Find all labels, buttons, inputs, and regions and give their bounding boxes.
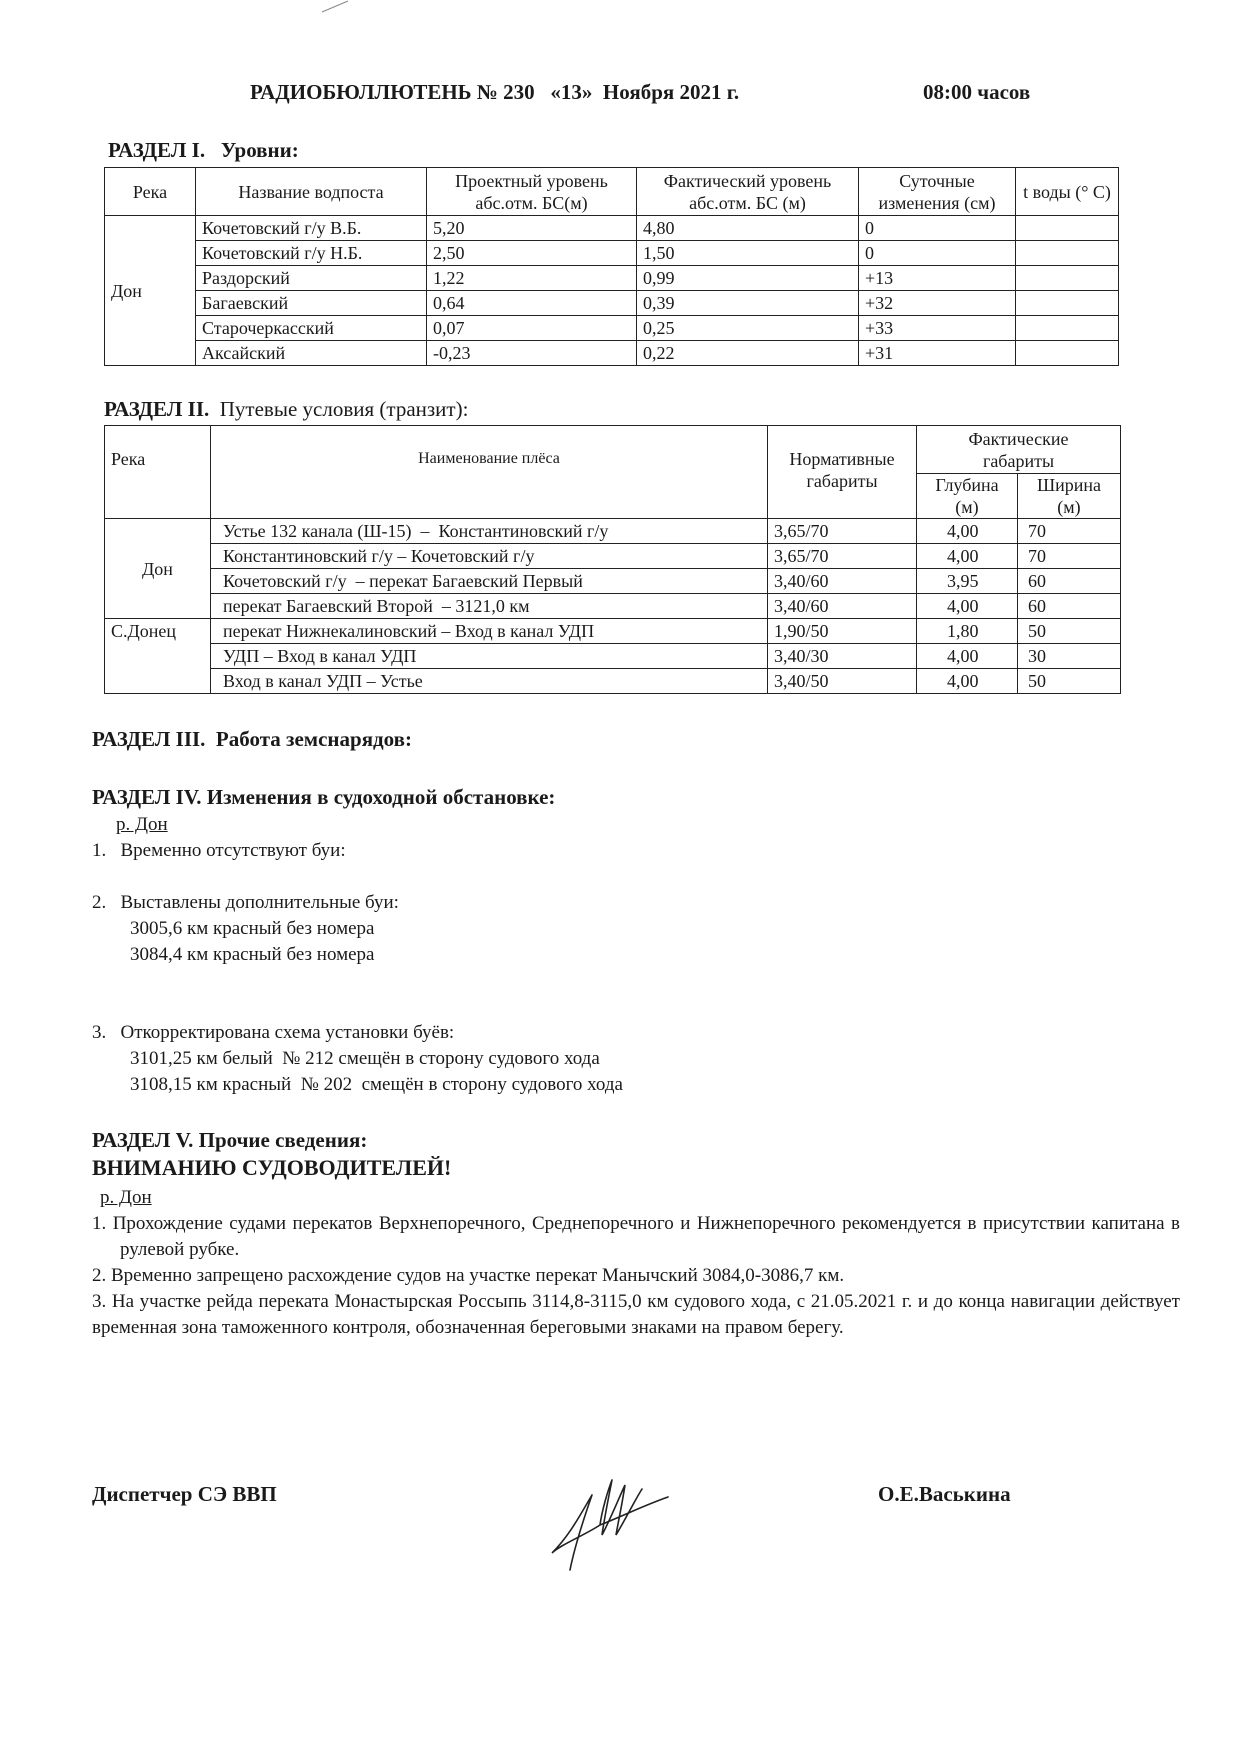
temp-cell <box>1016 266 1119 291</box>
reach-cell: перекат Нижнекалиновский – Вход в канал УДП <box>211 619 768 644</box>
section1-title: РАЗДЕЛ I. Уровни: <box>108 138 299 162</box>
levels-header-row <box>105 168 1119 216</box>
temp-cell <box>1016 291 1119 316</box>
actual-cell: 0,22 <box>637 341 859 366</box>
design-cell: 2,50 <box>427 241 637 266</box>
section5-title: РАЗДЕЛ V. Прочие сведения: <box>92 1128 368 1152</box>
col-width: Ширина (м) <box>1018 474 1121 519</box>
list-item: 1. Временно отсутствуют буи: <box>92 840 346 861</box>
col-water-temp: t воды (° С) <box>1016 168 1119 216</box>
table-row <box>105 544 1121 569</box>
dispatcher-name: О.Е.Васькина <box>878 1482 1011 1506</box>
section2-title: РАЗДЕЛ II. Путевые условия (транзит): <box>104 397 469 421</box>
change-cell: 0 <box>859 241 1016 266</box>
post-cell: Кочетовский г/у Н.Б. <box>196 241 427 266</box>
transit-table <box>104 425 1121 694</box>
list-item: 3. Откорректирована схема установки буёв: <box>92 1022 455 1043</box>
post-cell: Багаевский <box>196 291 427 316</box>
list-item: 2. Выставлены дополнительные буи: <box>92 892 399 913</box>
table-row <box>105 644 1121 669</box>
col-daily-change: Суточные изменения (см) <box>859 168 1016 216</box>
post-cell: Аксайский <box>196 341 427 366</box>
col-post: Название водпоста <box>196 168 427 216</box>
change-cell: +31 <box>859 341 1016 366</box>
river-cell: Дон <box>105 519 211 619</box>
reach-cell: Устье 132 канала (Ш-15) – Константиновский г/у <box>211 519 768 544</box>
actual-cell: 4,80 <box>637 216 859 241</box>
temp-cell <box>1016 341 1119 366</box>
col-norm: Нормативные габариты <box>768 426 917 519</box>
note-item: 2. Временно запрещено расхождение судов на участке перекат Манычский 3084,0-3086,7 км. <box>92 1265 845 1286</box>
depth-cell: 3,95 <box>917 569 1018 594</box>
transit-header-row <box>105 426 1121 474</box>
scan-mark <box>320 0 350 14</box>
section5-notes <box>92 1185 1180 1341</box>
river-cell: С.Донец <box>105 619 211 694</box>
col-depth: Глубина (м) <box>917 474 1018 519</box>
table-row <box>105 291 1119 316</box>
table-row <box>105 519 1121 544</box>
table-row <box>105 241 1119 266</box>
design-cell: 0,64 <box>427 291 637 316</box>
width-cell: 30 <box>1018 644 1121 669</box>
dispatcher-label: Диспетчер СЭ ВВП <box>92 1482 277 1506</box>
reach-cell: Вход в канал УДП – Устье <box>211 669 768 694</box>
post-cell: Кочетовский г/у В.Б. <box>196 216 427 241</box>
list-item-line: 3101,25 км белый № 212 смещён в сторону судового хода <box>130 1048 600 1069</box>
change-cell: +32 <box>859 291 1016 316</box>
depth-cell: 4,00 <box>917 594 1018 619</box>
list-item-line: 3005,6 км красный без номера <box>130 918 375 939</box>
table-row <box>105 266 1119 291</box>
bulletin-time: 08:00 часов <box>923 80 1031 104</box>
change-cell: 0 <box>859 216 1016 241</box>
norm-cell: 3,40/60 <box>768 594 917 619</box>
design-cell: 5,20 <box>427 216 637 241</box>
section4-title: РАЗДЕЛ IV. Изменения в судоходной обстановке: <box>92 785 556 809</box>
post-cell: Старочеркасский <box>196 316 427 341</box>
norm-cell: 3,40/30 <box>768 644 917 669</box>
width-cell: 60 <box>1018 594 1121 619</box>
depth-cell: 1,80 <box>917 619 1018 644</box>
design-cell: 1,22 <box>427 266 637 291</box>
col-actual-dims: Фактические габариты <box>917 426 1121 474</box>
depth-cell: 4,00 <box>917 644 1018 669</box>
col-river: Река <box>105 426 211 519</box>
table-row <box>105 594 1121 619</box>
actual-cell: 0,25 <box>637 316 859 341</box>
river-label: р. Дон <box>116 814 168 835</box>
norm-cell: 3,40/60 <box>768 569 917 594</box>
temp-cell <box>1016 241 1119 266</box>
width-cell: 70 <box>1018 519 1121 544</box>
note-item: 1. Прохождение судами перекатов Верхнепоречного, Среднепоречного и Нижнепоречного рекомендуется в присутствии капитана в рулевой рубке. <box>92 1213 1180 1260</box>
post-cell: Раздорский <box>196 266 427 291</box>
change-cell: +13 <box>859 266 1016 291</box>
river-label: р. Дон <box>100 1187 152 1208</box>
section3-title: РАЗДЕЛ III. Работа земснарядов: <box>92 727 412 751</box>
reach-cell: перекат Багаевский Второй – 3121,0 км <box>211 594 768 619</box>
bulletin-title: РАДИОБЮЛЛЮТЕНЬ № 230 «13» Ноября 2021 г. <box>250 80 740 104</box>
width-cell: 50 <box>1018 619 1121 644</box>
table-row <box>105 316 1119 341</box>
temp-cell <box>1016 316 1119 341</box>
table-row <box>105 216 1119 241</box>
col-river: Река <box>105 168 196 216</box>
reach-cell: Константиновский г/у – Кочетовский г/у <box>211 544 768 569</box>
table-row <box>105 569 1121 594</box>
width-cell: 50 <box>1018 669 1121 694</box>
width-cell: 70 <box>1018 544 1121 569</box>
design-cell: 0,07 <box>427 316 637 341</box>
depth-cell: 4,00 <box>917 519 1018 544</box>
reach-cell: Кочетовский г/у – перекат Багаевский Первый <box>211 569 768 594</box>
list-item-line: 3084,4 км красный без номера <box>130 944 375 965</box>
norm-cell: 3,65/70 <box>768 519 917 544</box>
actual-cell: 0,39 <box>637 291 859 316</box>
river-cell: Дон <box>105 216 196 366</box>
table-row <box>105 669 1121 694</box>
actual-cell: 1,50 <box>637 241 859 266</box>
temp-cell <box>1016 216 1119 241</box>
norm-cell: 3,65/70 <box>768 544 917 569</box>
depth-cell: 4,00 <box>917 544 1018 569</box>
design-cell: -0,23 <box>427 341 637 366</box>
bulletin-header <box>250 80 1060 105</box>
attention-heading: ВНИМАНИЮ СУДОВОДИТЕЛЕЙ! <box>92 1155 452 1180</box>
col-reach: Наименование плёса <box>211 426 768 519</box>
col-actual-level: Фактический уровень абс.отм. БС (м) <box>637 168 859 216</box>
signature-icon <box>530 1475 670 1575</box>
col-design-level: Проектный уровень абс.отм. БС(м) <box>427 168 637 216</box>
section4-body <box>92 812 623 1098</box>
reach-cell: УДП – Вход в канал УДП <box>211 644 768 669</box>
actual-cell: 0,99 <box>637 266 859 291</box>
list-item-line: 3108,15 км красный № 202 смещён в сторону судового хода <box>130 1074 623 1095</box>
table-row <box>105 341 1119 366</box>
norm-cell: 1,90/50 <box>768 619 917 644</box>
change-cell: +33 <box>859 316 1016 341</box>
table-row <box>105 619 1121 644</box>
norm-cell: 3,40/50 <box>768 669 917 694</box>
levels-table <box>104 167 1119 366</box>
note-item: 3. На участке рейда переката Монастырская Россыпь 3114,8-3115,0 км судового хода, с 21.05.2021 г. и до конца навигации действует временная зона таможенного контроля, обозначенная береговыми знаками на правом берегу. <box>92 1291 1180 1338</box>
width-cell: 60 <box>1018 569 1121 594</box>
depth-cell: 4,00 <box>917 669 1018 694</box>
